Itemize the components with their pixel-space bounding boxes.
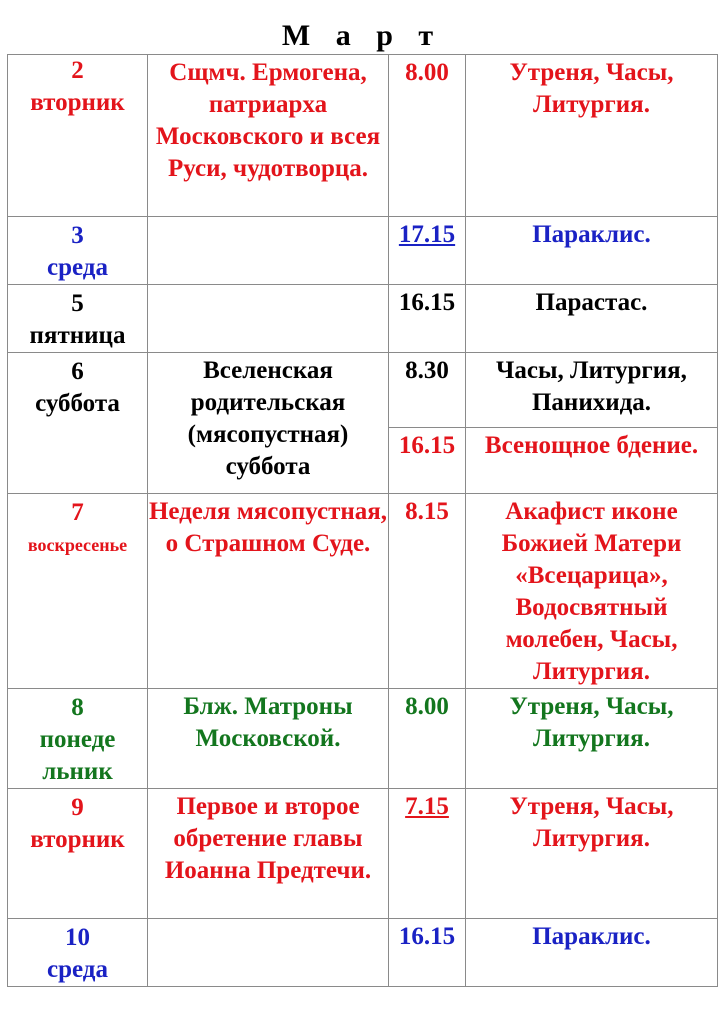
table-row [8, 55, 718, 217]
service-name: Утреня, Часы, Литургия. [466, 689, 718, 789]
weekday: среда [47, 254, 108, 281]
table-row [8, 353, 718, 428]
weekday: воскресенье [27, 535, 128, 555]
day-number: 8 [71, 694, 84, 721]
day-cell [8, 789, 148, 919]
feast-description: Блж. Матроны Московской. [148, 689, 389, 789]
service-name: Параклис. [466, 919, 718, 987]
day-cell [8, 689, 148, 789]
feast-description: Вселенская родительская (мясопустная) суббота [148, 353, 389, 494]
day-cell [8, 55, 148, 217]
weekday: среда [47, 956, 108, 983]
feast-description [148, 919, 389, 987]
day-number: 9 [71, 794, 84, 821]
service-name: Всенощное бдение. [466, 428, 718, 494]
service-time: 8.00 [389, 689, 466, 789]
table-row [8, 789, 718, 919]
service-time: 8.15 [389, 494, 466, 689]
service-name: Утреня, Часы, Литургия. [466, 55, 718, 217]
weekday: вторник [30, 826, 125, 853]
service-name: Утреня, Часы, Литургия. [466, 789, 718, 919]
day-number: 7 [71, 499, 84, 526]
feast-description [148, 217, 389, 285]
day-number: 5 [71, 290, 84, 317]
service-time: 16.15 [389, 428, 466, 494]
service-time: 8.00 [389, 55, 466, 217]
day-number: 6 [71, 358, 84, 385]
day-cell [8, 919, 148, 987]
weekday: вторник [30, 89, 125, 116]
schedule-table [7, 54, 718, 987]
table-row [8, 217, 718, 285]
service-name: Парастас. [466, 285, 718, 353]
feast-description [148, 285, 389, 353]
table-row [8, 494, 718, 689]
service-name: Акафист иконе Божией Матери «Всецарица», Водосвятный молебен, Часы, Литургия. [466, 494, 718, 689]
table-row [8, 689, 718, 789]
day-number: 10 [65, 924, 90, 951]
day-cell [8, 285, 148, 353]
feast-description: Неделя мясопустная, о Страшном Суде. [148, 494, 389, 689]
feast-description: Первое и второе обретение главы Иоанна Предтечи. [148, 789, 389, 919]
day-cell [8, 217, 148, 285]
weekday: пятница [29, 322, 126, 349]
service-time: 16.15 [389, 285, 466, 353]
weekday: понеде льник [39, 726, 116, 785]
table-row [8, 285, 718, 353]
service-time: 7.15 [389, 789, 466, 919]
day-number: 3 [71, 222, 84, 249]
service-name: Параклис. [466, 217, 718, 285]
day-number: 2 [71, 57, 84, 84]
service-time: 17.15 [389, 217, 466, 285]
table-row [8, 919, 718, 987]
day-cell [8, 353, 148, 494]
day-cell [8, 494, 148, 689]
page-title: М а р т [281, 19, 443, 52]
service-time: 8.30 [389, 353, 466, 428]
service-name: Часы, Литургия, Панихида. [466, 353, 718, 428]
feast-description: Сщмч. Ермогена, патриарха Московского и всея Руси, чудотворца. [148, 55, 389, 217]
service-time: 16.15 [389, 919, 466, 987]
weekday: суббота [35, 390, 120, 417]
